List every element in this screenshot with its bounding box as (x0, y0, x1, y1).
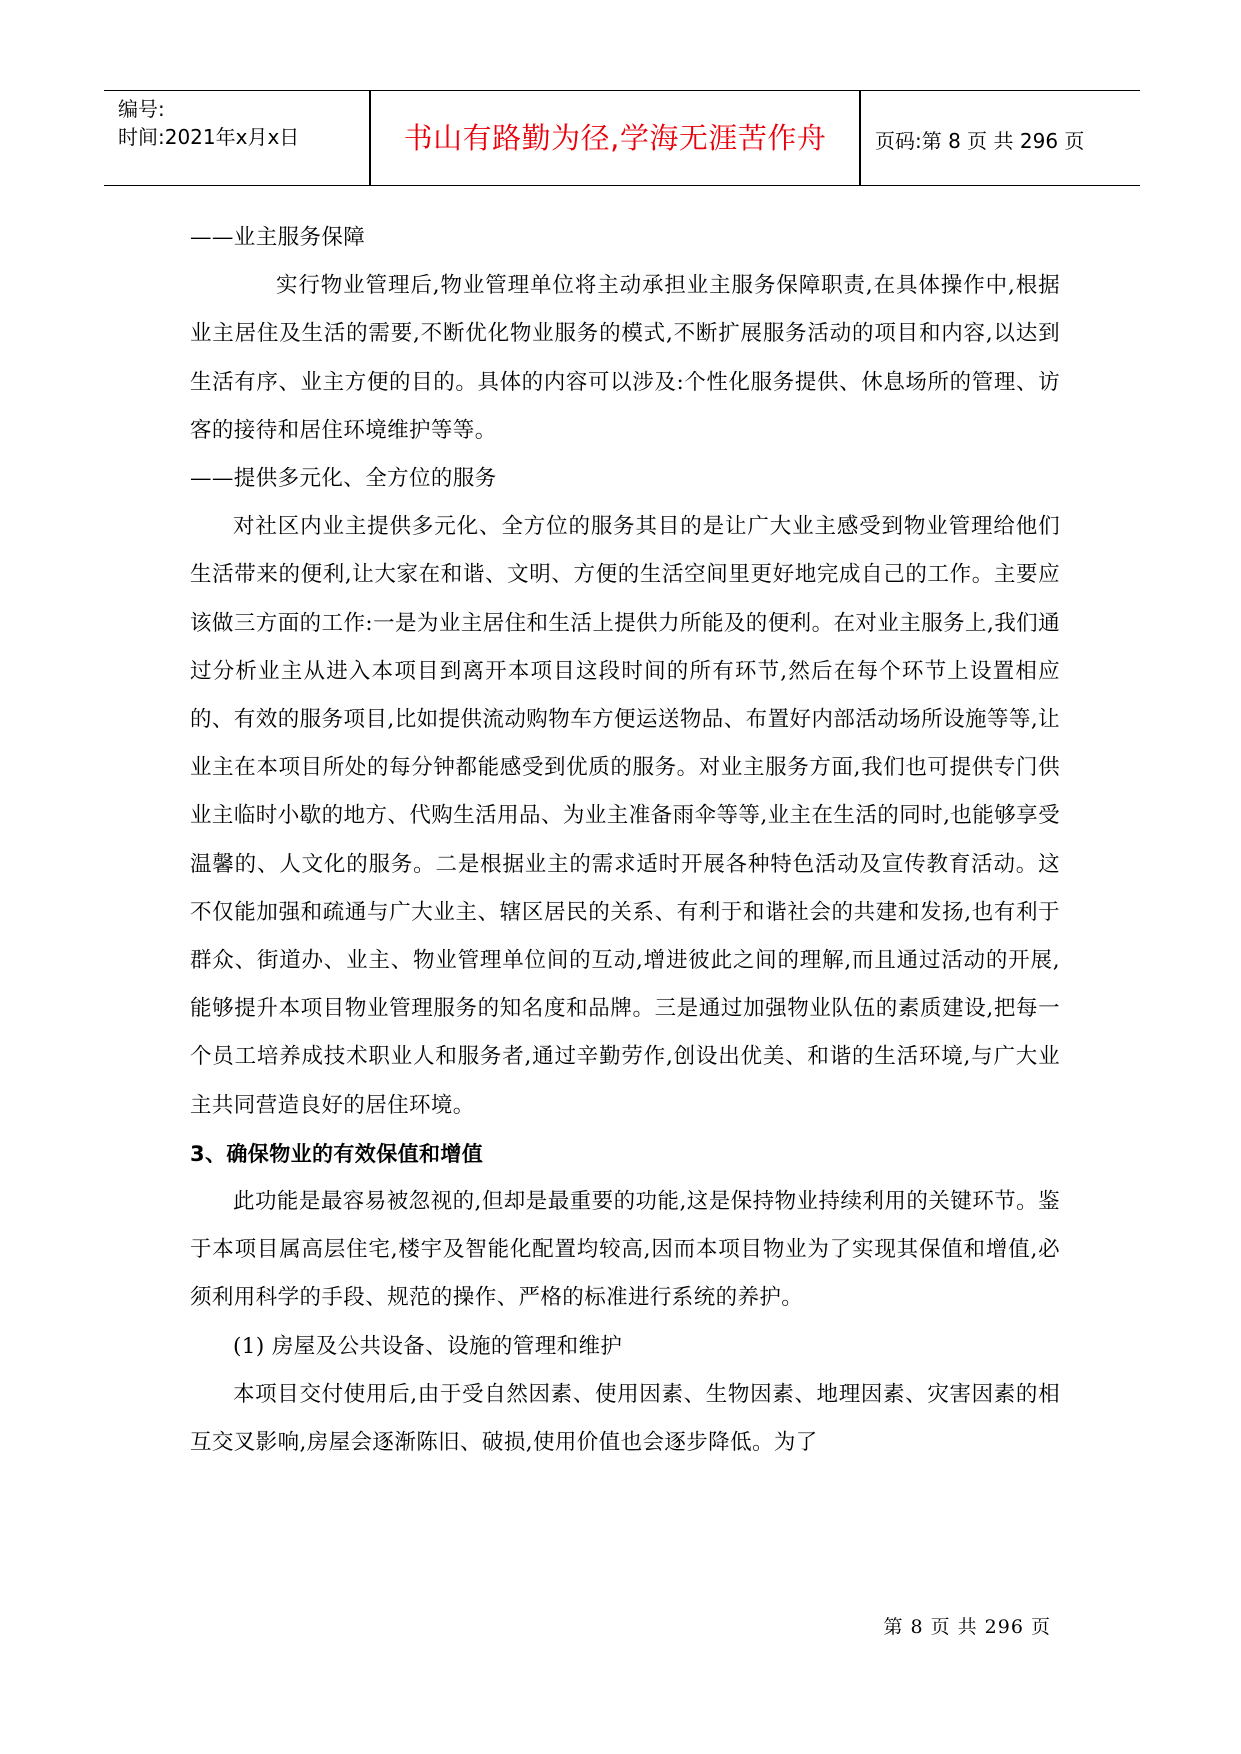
subheading-diversified-service: ——提供多元化、全方位的服务 (190, 466, 497, 492)
section-heading-value-preservation: 3、确保物业的有效保值和增值 (190, 1141, 484, 1166)
header-meta (118, 95, 368, 151)
paragraph-owner-service: 实行物业管理后,物业管理单位将主动承担业主服务保障职责,在具体操作中,根据业主居住及生活的需要,不断优化物业服务的模式,不断扩展服务活动的项目和内容,以达到生活有序、业主方便的目的。具体的内容可以涉及:个性化服务提供、休息场所的管理、访客的接待和居住环境维护等等。 (190, 273, 1060, 443)
paragraph-value-preservation: 此功能是最容易被忽视的,但却是最重要的功能,这是保持物业持续利用的关键环节。鉴于本项目属高层住宅,楼宇及智能化配置均较高,因而本项目物业为了实现其保值和增值,必须利用科学的手段、规范的操作、严格的标准进行系统的养护。 (190, 1189, 1060, 1311)
paragraph-facility-maintenance: 本项目交付使用后,由于受自然因素、使用因素、生物因素、地理因素、灾害因素的相互交叉影响,房屋会逐渐陈旧、破损,使用价值也会逐步降低。为了 (190, 1381, 1060, 1456)
document-time-label: 时间:2021年x月x日 (118, 125, 300, 149)
subheading-facility-maintenance: (1) 房屋及公共设备、设施的管理和维护 (233, 1333, 623, 1359)
paragraph-diversified-service: 对社区内业主提供多元化、全方位的服务其目的是让广大业主感受到物业管理给他们生活带来的便利,让大家在和谐、文明、方便的生活空间里更好地完成自己的工作。主要应该做三方面的工作:一是为业主居住和生活上提供力所能及的便利。在对业主服务上,我们通过分析业主从进入本项目到离开本项目这段时间的所有环节,然后在每个环节上设置相应的、有效的服务项目,比如提供流动购物车方便运送物品、布置好内部活动场所设施等等,让业主在本项目所处的每分钟都能感受到优质的服务。对业主服务方面,我们也可提供专门供业主临时小歇的地方、代购生活用品、为业主准备雨伞等等,业主在生活的同时,也能够享受温馨的、人文化的服务。二是根据业主的需求适时开展各种特色活动及宣传教育活动。这不仅能加强和疏通与广大业主、辖区居民的关系、有利于和谐社会的共建和发扬,也有利于群众、街道办、业主、物业管理单位间的互动,增进彼此之间的理解,而且通过活动的开展,能够提升本项目物业管理服务的知名度和品牌。三是通过加强物业队伍的素质建设,把每一个员工培养成技术职业人和服务者,通过辛勤劳作,创设出优美、和谐的生活环境,与广大业主共同营造良好的居住环境。 (190, 514, 1060, 1118)
header-divider-right (859, 91, 861, 185)
document-body (190, 214, 1060, 1467)
page-footer: 第 8 页 共 296 页 (883, 1616, 1051, 1638)
page-header (104, 90, 1140, 186)
subheading-owner-service: ——业主服务保障 (190, 225, 366, 250)
header-page-number: 页码:第 8 页 共 296 页 (875, 129, 1085, 153)
header-motto: 书山有路勤为径,学海无涯苦作舟 (403, 121, 827, 155)
document-number-label: 编号: (118, 97, 165, 121)
